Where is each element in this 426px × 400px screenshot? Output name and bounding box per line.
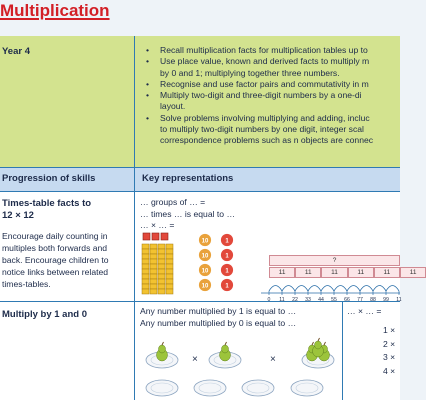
objective-line: correspondence problems such as n objects are connec: [160, 135, 374, 146]
counter-label: 1: [225, 253, 229, 260]
bullet: •: [146, 78, 150, 89]
multiply-skill-cell: [0, 302, 135, 400]
pear-icon: [313, 338, 324, 357]
number-line-label: 88: [370, 297, 376, 303]
times-table-heading-1: Times-table facts to: [2, 198, 92, 209]
bar-part: 11: [321, 267, 347, 278]
ten-counter: [199, 249, 212, 262]
multiply-heading: Multiply by 1 and 0: [2, 309, 87, 320]
key-representations-header-label: Key representations: [142, 173, 234, 184]
objective-line: to multiply two-digit numbers by one digit, integer scal: [160, 124, 364, 135]
unit-cube: [143, 233, 150, 240]
objectives-list: [144, 45, 400, 147]
number-line-label: 44: [318, 297, 324, 303]
counter-label: 1: [225, 283, 229, 290]
multiply-facts-list: 1 × 2 × 3 × 4 ×: [383, 325, 396, 376]
ten-rod: [142, 244, 149, 294]
bar-part: 11: [374, 267, 400, 278]
counter-label: 1: [225, 268, 229, 275]
unit-cube: [152, 233, 159, 240]
objective-line: layout.: [160, 101, 186, 112]
one-counter: [221, 249, 234, 262]
number-line-label: 11: [396, 297, 402, 303]
number-line-label: 33: [305, 297, 311, 303]
times-sign: ×: [270, 354, 276, 365]
one-counter: [221, 234, 234, 247]
number-line-label: 0: [267, 297, 271, 303]
objective-line: Recognise and use factor pairs and commutativity in m: [160, 78, 369, 89]
bullet: •: [146, 45, 150, 55]
jump-arc: [373, 286, 386, 292]
number-line: [261, 282, 400, 302]
number-line-label: 99: [383, 297, 389, 303]
counter-label: 10: [201, 268, 209, 275]
bar-part: 11: [400, 267, 426, 278]
bar-part: 11: [348, 267, 374, 278]
counter-label: 10: [201, 283, 209, 290]
bar-part: 11: [295, 267, 321, 278]
ten-counter: [199, 279, 212, 292]
objective-item: [144, 79, 400, 90]
jump-arc: [347, 286, 360, 292]
objective-item: [144, 56, 400, 79]
number-line-label: 11: [279, 297, 285, 303]
times-table-body: Encourage daily counting in multiples both forwards and back. Encourage children to notice links between related times-tables.: [2, 231, 109, 289]
pear-icon: [157, 342, 168, 361]
times-sign: ×: [192, 354, 198, 365]
objective-line: Solve problems involving multiplying and adding, incluc: [160, 112, 370, 123]
multiply-representations-cell: [135, 302, 343, 400]
key-representations-header: [135, 168, 400, 192]
number-line-label: 77: [357, 297, 363, 303]
base-ten-blocks-image: [140, 232, 190, 296]
ten-counter: [199, 264, 212, 277]
bar-part: 11: [269, 267, 295, 278]
counter-label: 10: [201, 253, 209, 260]
ten-counter: [199, 234, 212, 247]
pears-on-plates-image: [135, 332, 343, 400]
ten-rod: [158, 244, 165, 294]
objective-item: [144, 90, 400, 113]
ten-rod: [150, 244, 157, 294]
progression-header-label: Progression of skills: [2, 173, 96, 184]
number-line-label: 66: [344, 297, 350, 303]
objectives-cell: [135, 36, 400, 168]
number-line-label: 22: [292, 297, 298, 303]
times-table-stems: … groups of … = … times … is equal to … … × … =: [140, 197, 236, 230]
progression-header: [0, 168, 135, 192]
place-value-counters-image: [197, 230, 245, 296]
objective-line: Multiply two-digit and three-digit numbers by a one-di: [160, 90, 362, 101]
jump-arc: [334, 286, 347, 292]
jump-arc: [282, 286, 295, 292]
times-table-representations-cell: [135, 192, 417, 303]
objective-line: Recall multiplication facts for multiplication tables up to: [160, 45, 368, 55]
counter-label: 10: [201, 238, 209, 245]
jump-arc: [308, 286, 321, 292]
counter-label: 1: [225, 238, 229, 245]
one-counter: [221, 264, 234, 277]
unit-cube: [161, 233, 168, 240]
objective-line: Use place value, known and derived facts to multiply m: [160, 56, 370, 67]
times-table-heading-2: 12 × 12: [2, 210, 34, 221]
objective-line: by 0 and 1; multiplying together three numbers.: [160, 67, 340, 78]
bullet: •: [146, 56, 150, 67]
jump-arc: [295, 286, 308, 292]
pear-icon: [220, 342, 231, 361]
objective-item: [144, 113, 400, 147]
bar-model-total: ?: [269, 255, 400, 266]
ten-rod: [166, 244, 173, 294]
times-table-skill-cell: [0, 192, 135, 302]
number-line-label: 55: [331, 297, 337, 303]
one-counter: [221, 279, 234, 292]
year-label: Year 4: [2, 46, 30, 57]
jump-arc: [360, 286, 373, 292]
jump-arc: [269, 286, 282, 292]
multiply-stems: Any number multiplied by 1 is equal to … Any number multiplied by 0 is equal to …: [140, 306, 297, 328]
multiply-right-stem: … × … =: [347, 306, 382, 316]
objective-item: [144, 45, 400, 56]
objectives-table: [0, 36, 417, 400]
jump-arc: [386, 286, 399, 292]
bullet: •: [146, 90, 150, 101]
bullet: •: [146, 112, 150, 123]
jump-arc: [321, 286, 334, 292]
year-label-cell: [0, 36, 135, 168]
page-title: Multiplication: [0, 1, 110, 20]
bar-model: [269, 255, 417, 279]
multiply-facts-cell: [343, 302, 400, 400]
